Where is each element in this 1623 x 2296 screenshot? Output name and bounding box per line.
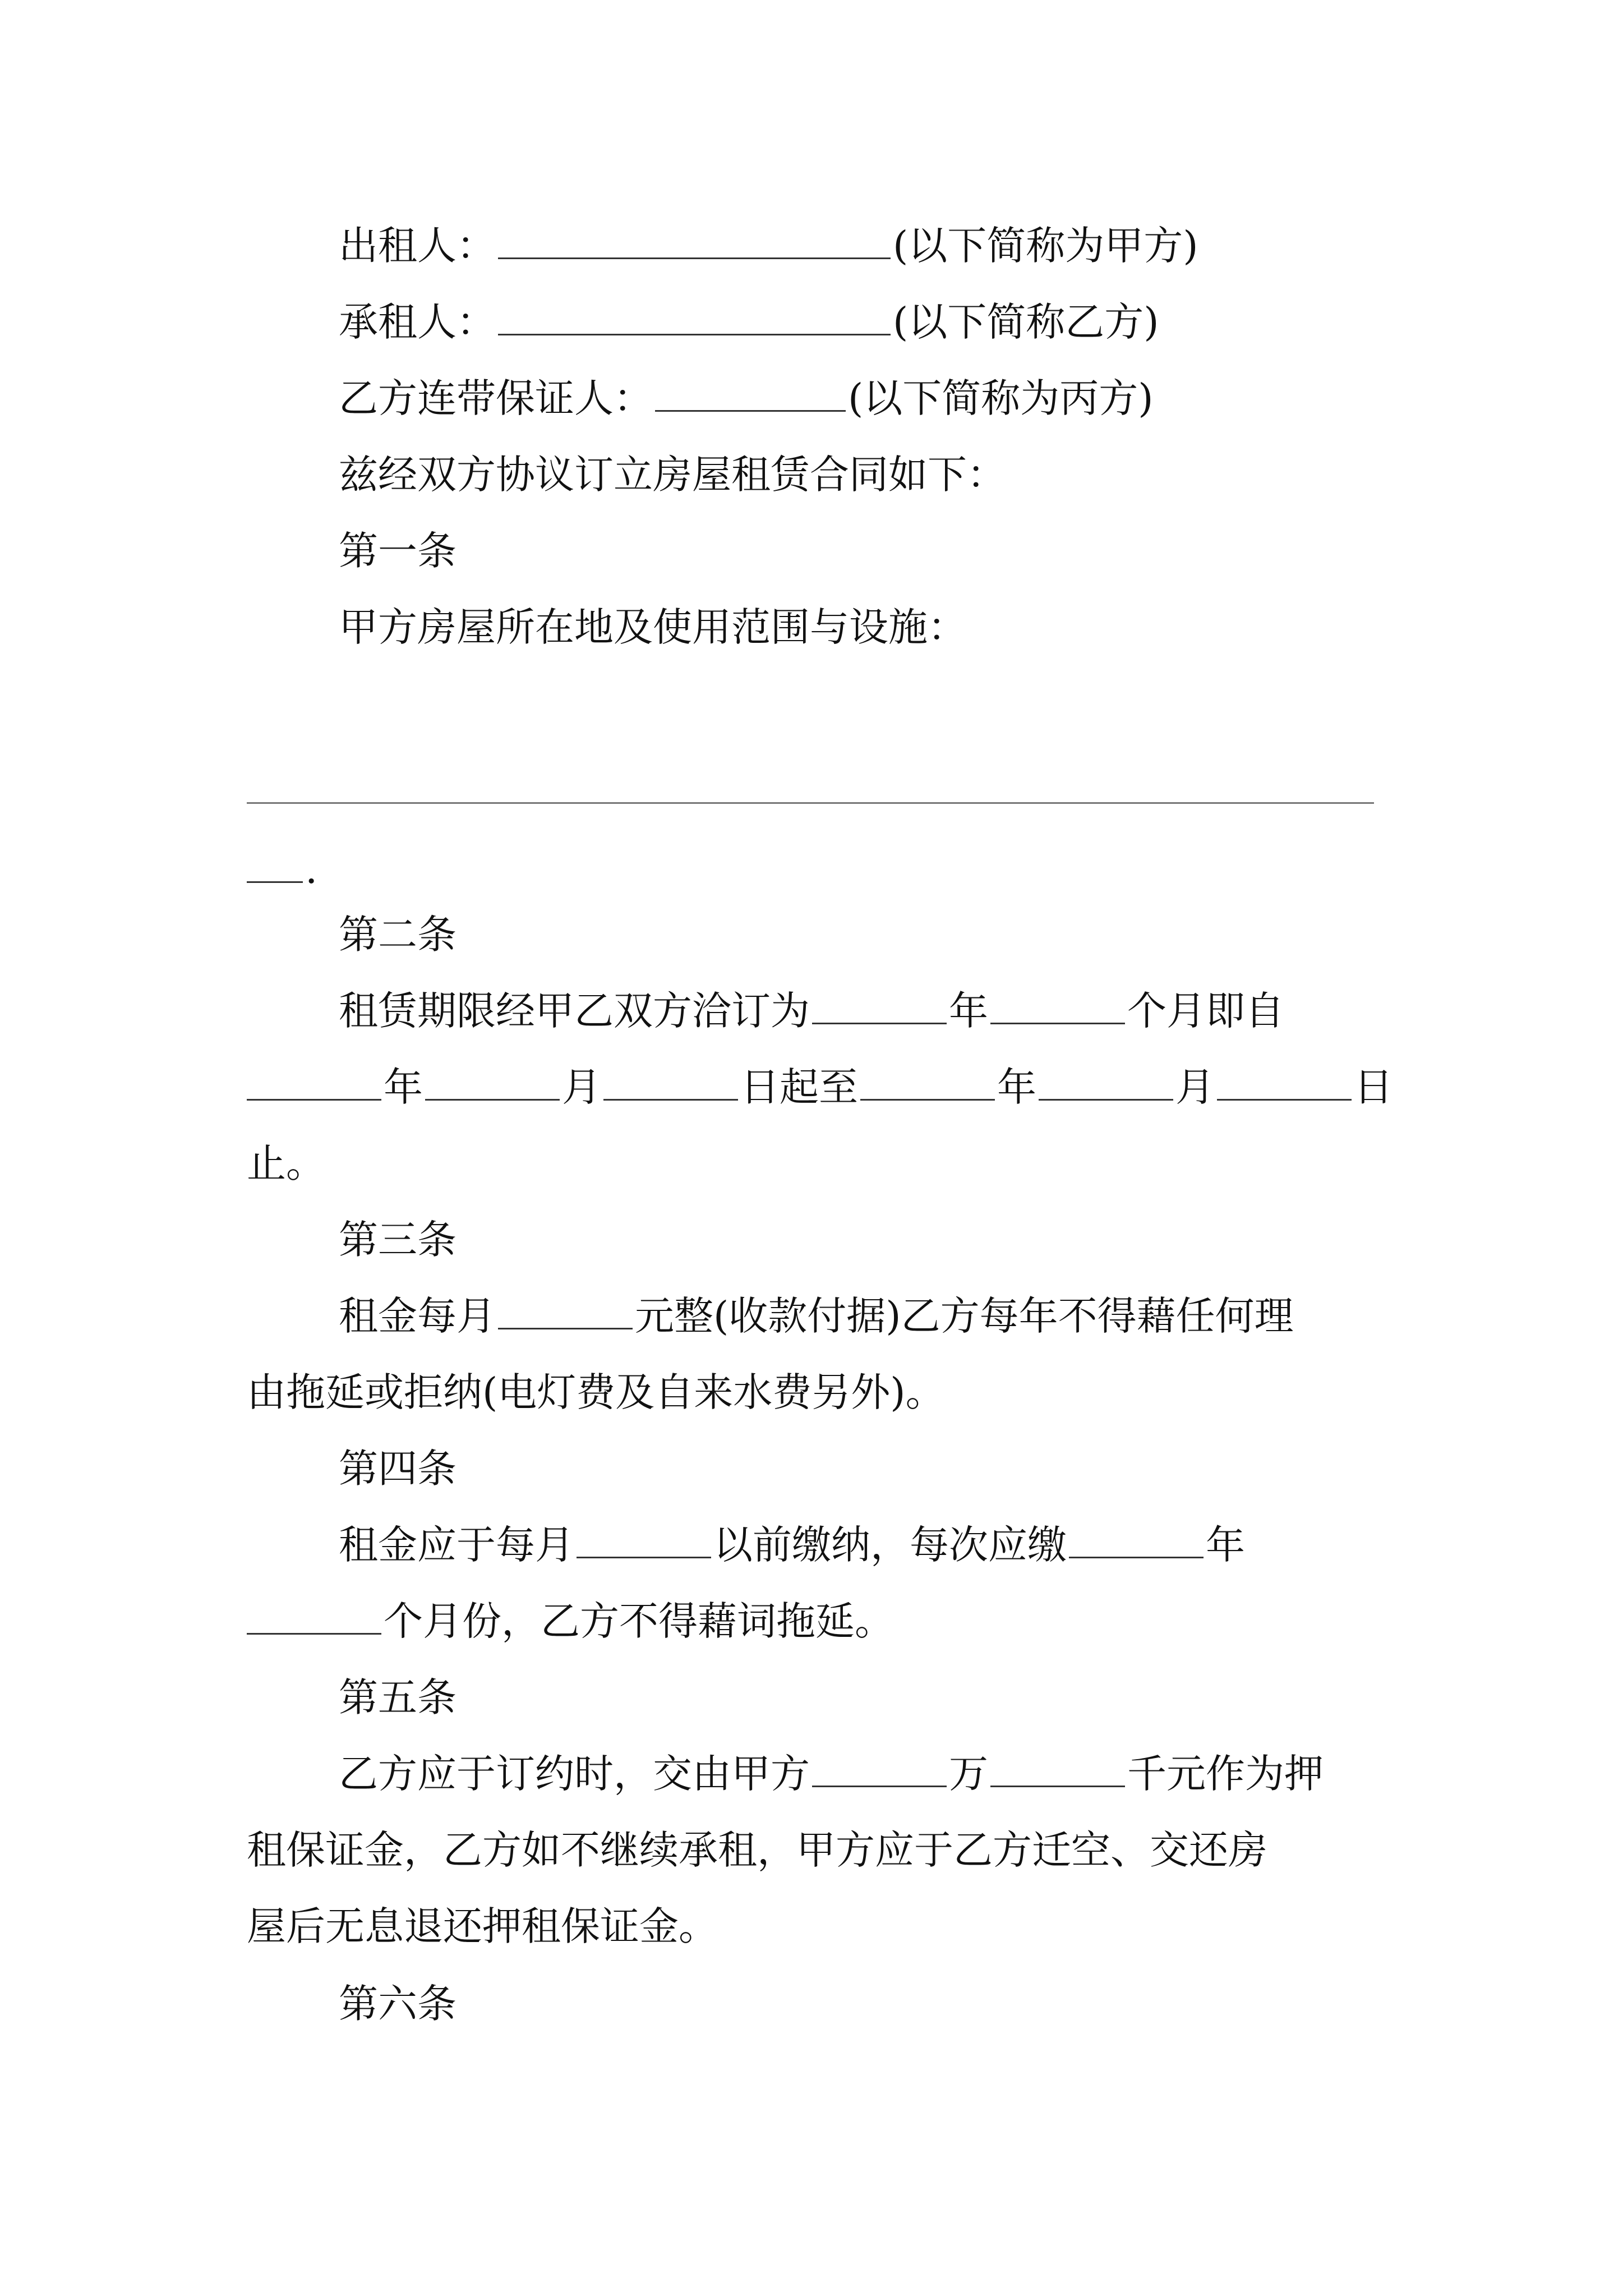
deposit-qian-text: 千元作为押	[1127, 1751, 1324, 1797]
article-1-end: .	[305, 846, 318, 892]
lessor-suffix: (以下简称为甲方)	[893, 223, 1198, 269]
monthly-rent-text: 元整(收款付据)乙方每年不得藉任何理	[635, 1293, 1294, 1339]
article-5-line-3: 屋后无息退还押租保证金。	[247, 1903, 718, 1949]
article-1-text: 甲方房屋所在地及使用范围与设施：	[339, 604, 967, 650]
article-2-line-3: 止。	[247, 1140, 325, 1186]
article-4-line-1	[339, 1517, 1245, 1573]
start-year-unit: 年	[384, 1064, 423, 1110]
monthly-rent-blank[interactable]	[498, 1293, 633, 1329]
end-year-unit: 年	[997, 1064, 1036, 1110]
intro-line: 兹经双方协议订立房屋租赁合同如下：	[339, 452, 1006, 498]
article-3-line-2: 由拖延或拒纳(电灯费及自来水费另外)。	[247, 1369, 945, 1415]
article-1-end-blank[interactable]	[247, 846, 303, 883]
end-day-unit: 日	[1354, 1064, 1393, 1110]
article-4-title: 第四条	[339, 1446, 457, 1492]
months-from-label: 个月即自	[1127, 988, 1284, 1034]
end-year-blank[interactable]	[860, 1064, 995, 1101]
lessor-label: 出租人：	[339, 223, 496, 269]
payment-year-unit: 年	[1206, 1522, 1245, 1568]
article-4-line-2	[247, 1593, 894, 1649]
article-2-term-label: 租赁期限经甲乙双方洽订为	[339, 988, 810, 1034]
deposit-label: 乙方应于订约时，交由甲方	[339, 1751, 810, 1797]
start-year-blank[interactable]	[247, 1064, 381, 1101]
article-2-line-2	[247, 1059, 1393, 1115]
guarantor-label: 乙方连带保证人：	[339, 375, 653, 421]
article-1-fill-line[interactable]	[247, 802, 1374, 804]
end-day-blank[interactable]	[1217, 1064, 1352, 1101]
lessee-blank[interactable]	[498, 299, 891, 335]
lessor-blank[interactable]	[498, 223, 891, 259]
end-month-blank[interactable]	[1039, 1064, 1173, 1101]
deposit-wan-blank[interactable]	[812, 1751, 947, 1787]
start-day-unit: 日起至	[740, 1064, 858, 1110]
start-month-unit: 月	[562, 1064, 601, 1110]
lessee-suffix: (以下简称乙方)	[893, 299, 1159, 345]
payment-each-label: 以前缴纳，每次应缴	[713, 1522, 1067, 1568]
start-day-blank[interactable]	[603, 1064, 738, 1101]
article-1-title: 第一条	[339, 528, 457, 574]
lessor-line	[339, 218, 1198, 274]
term-years-blank[interactable]	[812, 988, 947, 1024]
year-unit: 年	[949, 988, 988, 1034]
article-5-line-2: 租保证金，乙方如不继续承租，甲方应于乙方迁空、交还房	[247, 1827, 1267, 1873]
guarantor-suffix: (以下简称为丙方)	[848, 375, 1154, 421]
guarantor-line	[339, 370, 1154, 426]
lessee-label: 承租人：	[339, 299, 496, 345]
lessee-line	[339, 294, 1159, 350]
deposit-qian-blank[interactable]	[990, 1751, 1125, 1787]
article-5-line-1	[339, 1746, 1324, 1802]
guarantor-blank[interactable]	[655, 375, 846, 412]
payment-day-blank[interactable]	[577, 1522, 711, 1558]
start-month-blank[interactable]	[425, 1064, 560, 1101]
payment-months-blank[interactable]	[247, 1598, 381, 1635]
article-2-title: 第二条	[339, 912, 457, 958]
article-3-line-1	[339, 1288, 1294, 1344]
article-5-title: 第五条	[339, 1674, 457, 1720]
term-months-blank[interactable]	[990, 988, 1125, 1024]
payment-years-blank[interactable]	[1069, 1522, 1204, 1558]
deposit-wan-unit: 万	[949, 1751, 988, 1797]
monthly-rent-label: 租金每月	[339, 1293, 496, 1339]
end-month-unit: 月	[1175, 1064, 1215, 1110]
payment-day-label: 租金应于每月	[339, 1522, 574, 1568]
article-6-title: 第六条	[339, 1981, 457, 2027]
article-1-end-line	[247, 841, 317, 898]
article-3-title: 第三条	[339, 1217, 457, 1263]
payment-months-text: 个月份，乙方不得藉词拖延。	[384, 1598, 894, 1644]
article-2-line-1	[339, 983, 1284, 1039]
